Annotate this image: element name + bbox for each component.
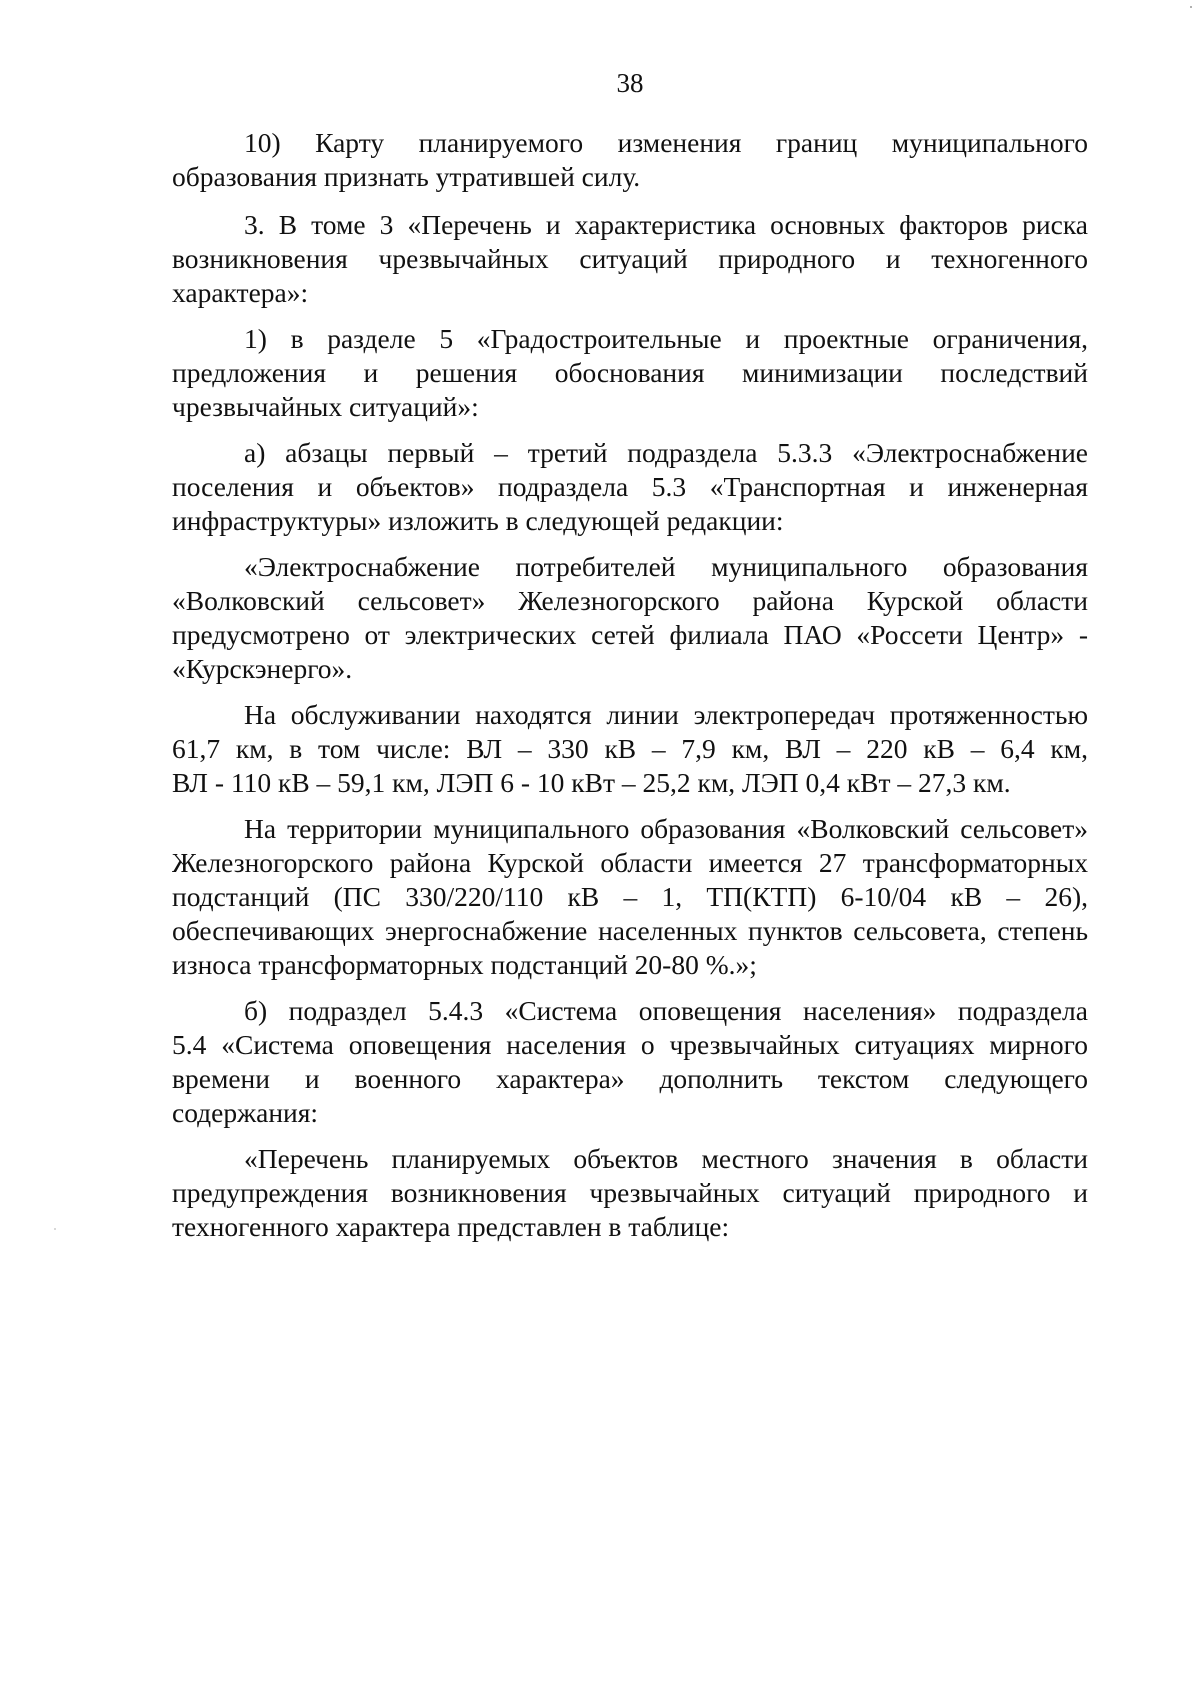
text-line: износа трансформаторных подстанций 20-80 %.»; [172,949,757,980]
paragraph-volume-3 [172,208,1088,310]
text-line: предусмотрено от электрических сетей филиала ПАО «Россети Центр» - [172,619,1088,650]
text-line: инфраструктуры» изложить в следующей редакции: [172,505,784,536]
paragraph-subsection-a [172,436,1088,538]
text-line: «Перечень планируемых объектов местного значения в области [244,1143,1088,1174]
paragraph-power-lines [172,698,1088,800]
text-line: возникновения чрезвычайных ситуаций природного и техногенного [172,243,1088,274]
text-line: обеспечивающих энергоснабжение населенных пунктов сельсовета, степень [172,915,1088,946]
text-line: техногенного характера представлен в таблице: [172,1211,730,1242]
scan-speck [54,1228,56,1230]
text-line: характера»: [172,277,309,308]
text-line: предложения и решения обоснования минимизации последствий [172,357,1088,388]
text-line: чрезвычайных ситуаций»: [172,391,479,422]
text-line: На территории муниципального образования «Волковский сельсовет» [244,813,1088,844]
text-line: Железногорского района Курской области имеется 27 трансформаторных [172,847,1088,878]
text-line: поселения и объектов» подраздела 5.3 «Транспортная и инженерная [172,471,1088,502]
paragraph-electricity-supply [172,550,1088,686]
text-line: 61,7 км, в том числе: ВЛ – 330 кВ – 7,9 км, ВЛ – 220 кВ – 6,4 км, [172,733,1088,764]
text-line: ВЛ - 110 кВ – 59,1 км, ЛЭП 6 - 10 кВт – 25,2 км, ЛЭП 0,4 кВт – 27,3 км. [172,767,1011,798]
paragraph-subsection-b [172,994,1088,1130]
text-line: «Электроснабжение потребителей муниципального образования [244,551,1088,582]
paragraph-section-5 [172,322,1088,424]
text-line: подстанций (ПС 330/220/110 кВ – 1, ТП(КТП) 6-10/04 кВ – 26), [172,881,1088,912]
text-line: 10) Карту планируемого изменения границ муниципального [244,127,1088,158]
text-line: предупреждения возникновения чрезвычайных ситуаций природного и [172,1177,1088,1208]
text-line: б) подраздел 5.4.3 «Система оповещения населения» подраздела [244,995,1088,1026]
text-line: 3. В томе 3 «Перечень и характеристика основных факторов риска [244,209,1088,240]
text-line: времени и военного характера» дополнить текстом следующего [172,1063,1088,1094]
paragraph-substations [172,812,1088,982]
paragraph-planned-objects [172,1142,1088,1244]
scan-speck [1190,6,1192,8]
text-line: 5.4 «Система оповещения населения о чрезвычайных ситуациях мирного [172,1029,1088,1060]
page-number: 38 [616,68,644,98]
text-line: образования признать утратившей силу. [172,161,641,192]
text-line: содержания: [172,1097,319,1128]
paragraph-item-10 [172,126,1088,194]
text-line: а) абзацы первый – третий подраздела 5.3.3 «Электроснабжение [244,437,1088,468]
text-line: 1) в разделе 5 «Градостроительные и проектные ограничения, [244,323,1088,354]
text-line: «Волковский сельсовет» Железногорского района Курской области [172,585,1088,616]
text-line: «Курскэнерго». [172,653,353,684]
document-body [172,126,1088,1246]
text-line: На обслуживании находятся линии электропередач протяженностью [244,699,1088,730]
